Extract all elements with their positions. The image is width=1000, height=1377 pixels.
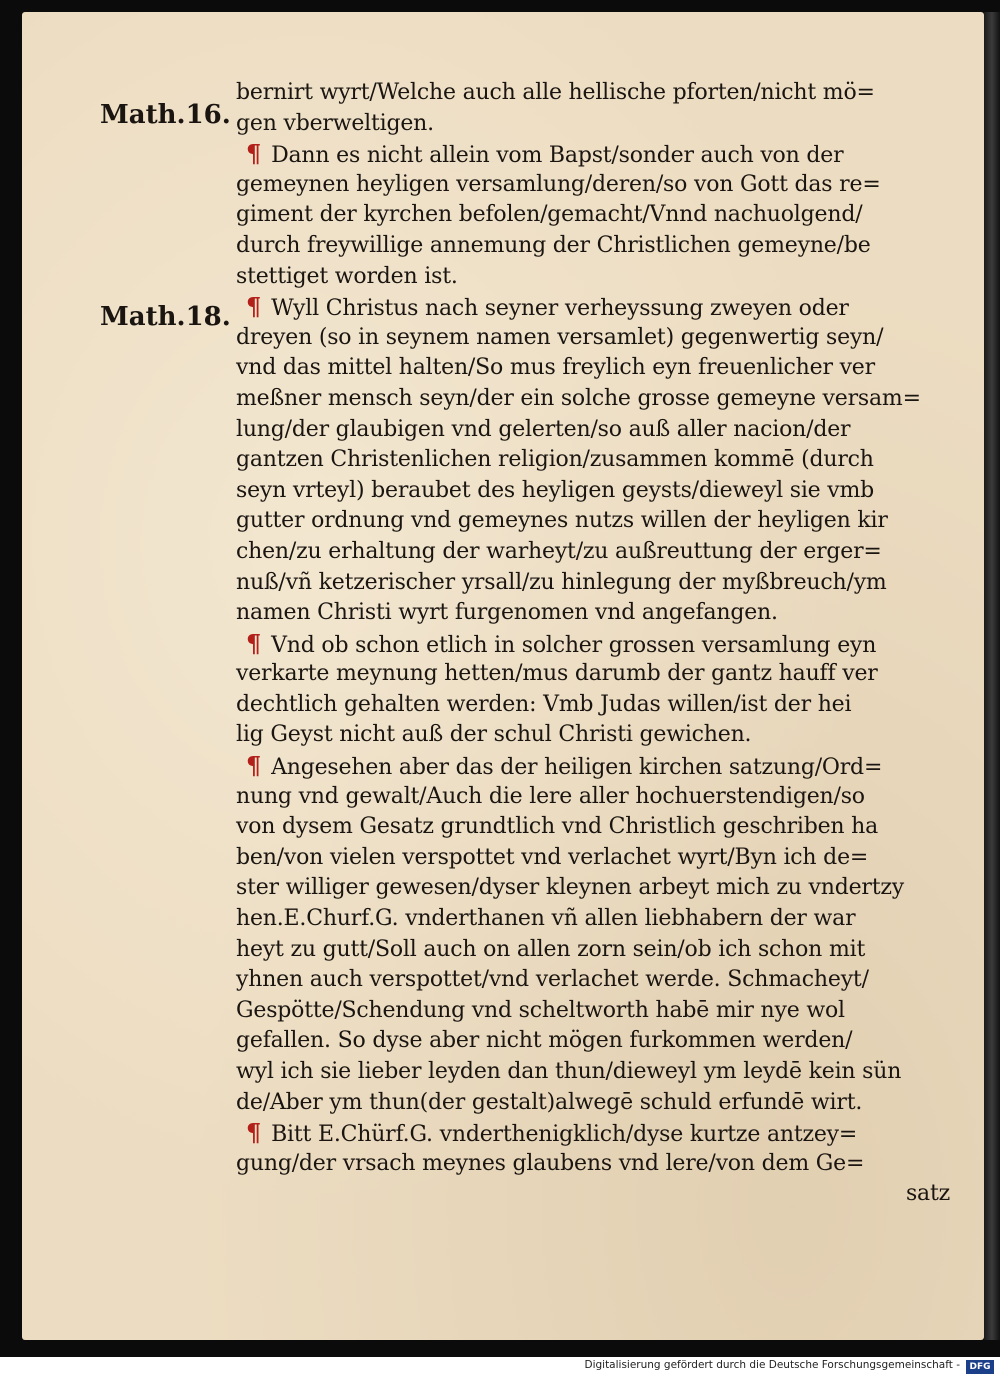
paragraph-mark-icon: ¶	[246, 751, 262, 781]
text-line: nung vnd gewalt/Auch die lere aller hochuerstendigen/so	[236, 783, 865, 809]
text-line: ¶ Dann es nicht allein vom Bapst/sonder auch von der	[246, 139, 844, 169]
text-line: yhnen auch verspottet/vnd verlachet werde. Schmacheyt/	[236, 967, 869, 993]
text-line: vnd das mittel halten/So mus freylich eyn freuenlicher ver	[236, 355, 875, 381]
text-line: hen.E.Churf.G. vnderthanen vñ allen liebhabern der war	[236, 906, 856, 932]
margin-note-math-16	[100, 100, 231, 130]
text-line: gutter ordnung vnd gemeynes nutzs willen der heyligen kir	[236, 508, 888, 534]
text-line: ¶ Vnd ob schon etlich in solcher grossen versamlung eyn	[246, 628, 877, 658]
margin-note-text: Math.18.	[100, 302, 231, 332]
margin-note-math-18	[100, 302, 231, 332]
text-line: giment der kyrchen befolen/gemacht/Vnnd nachuolgend/	[236, 202, 863, 228]
text-line: von dysem Gesatz grundtlich vnd Christlich geschriben ha	[236, 814, 879, 840]
text-line: ¶ Bitt E.Chürf.G. vnderthenigklich/dyse kurtze antzey=	[246, 1118, 858, 1148]
text-line: stettiget worden ist.	[236, 263, 458, 289]
text-line: gung/der vrsach meynes glaubens vnd lere/von dem Ge=	[236, 1150, 865, 1176]
text-line: meßner mensch seyn/der ein solche grosse gemeyne versam=	[236, 385, 921, 411]
text-line: dechtlich gehalten werden: Vmb Judas willen/ist der hei	[236, 691, 852, 717]
text-line: wyl ich sie lieber leyden dan thun/dieweyl ym leydē kein sün	[236, 1059, 902, 1084]
text-line: verkarte meynung hetten/mus darumb der gantz hauff ver	[236, 661, 878, 687]
text-line: lig Geyst nicht auß der schul Christi gewichen.	[236, 722, 752, 748]
text-line: gantzen Christenlichen religion/zusammen kommē (durch	[236, 447, 874, 473]
margin-note-text: Math.16.	[100, 100, 231, 130]
paragraph-mark-icon: ¶	[246, 1118, 262, 1148]
text-line: dreyen (so in seynem namen versamlet) gegenwertig seyn/	[236, 324, 884, 350]
text-line: nuß/vñ ketzerischer yrsall/zu hinlegung der myßbreuch/ym	[236, 569, 887, 595]
dfg-logo-icon: DFG	[966, 1360, 994, 1374]
text-line: ¶ Wyll Christus nach seyner verheyssung zweyen oder	[246, 292, 849, 322]
paragraph-mark-icon: ¶	[246, 628, 262, 658]
text-line: namen Christi wyrt furgenomen vnd angefangen.	[236, 600, 778, 626]
text-line: seyn vrteyl) beraubet des heyligen geysts/dieweyl sie vmb	[236, 477, 875, 503]
text-line: ¶ Angesehen aber das der heiligen kirchen satzung/Ord=	[246, 751, 883, 781]
text-line: durch freywillige annemung der Christlichen gemeyne/be	[236, 232, 871, 258]
text-line: gefallen. So dyse aber nicht mögen furkommen werden/	[236, 1028, 853, 1054]
text-line: heyt zu gutt/Soll auch on allen zorn sein/ob ich schon mit	[236, 936, 866, 962]
text-line: ster williger gewesen/dyser kleynen arbeyt mich zu vndertzy	[236, 875, 904, 901]
main-text	[236, 78, 960, 1210]
text-line: gemeynen heyligen versamlung/deren/so von Gott das re=	[236, 171, 881, 197]
text-line: bernirt wyrt/Welche auch alle hellische pforten/nicht mö=	[236, 80, 875, 105]
footer-bar	[0, 1357, 1000, 1377]
text-line: gen vberweltigen.	[236, 110, 434, 136]
funding-notice: Digitalisierung gefördert durch die Deutsche Forschungsgemeinschaft -	[584, 1359, 960, 1371]
text-line: Gespötte/Schendung vnd scheltworth habē mir nye wol	[236, 997, 845, 1023]
paragraph-mark-icon: ¶	[246, 292, 262, 322]
text-line: de/Aber ym thun(der gestalt)alwegē schuld erfundē wirt.	[236, 1089, 863, 1115]
catchword: satz	[905, 1181, 950, 1207]
book-gutter	[984, 12, 1000, 1340]
text-line: ben/von vielen verspottet vnd verlachet wyrt/Byn ich de=	[236, 844, 869, 870]
text-line: lung/der glaubigen vnd gelerten/so auß aller nacion/der	[236, 416, 851, 442]
paragraph-mark-icon: ¶	[246, 139, 262, 169]
text-line: chen/zu erhaltung der warheyt/zu außreuttung der erger=	[236, 538, 882, 564]
